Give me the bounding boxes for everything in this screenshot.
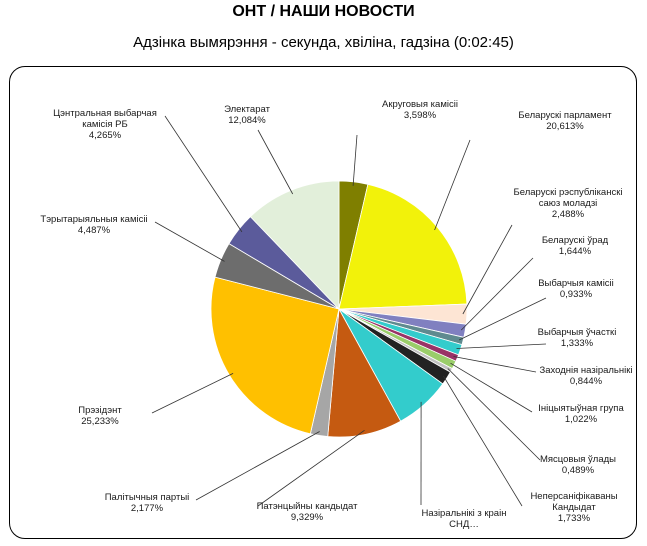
chart-title: ОНТ / НАШИ НОВОСТИ	[232, 3, 415, 20]
leader-line	[448, 369, 540, 461]
slice-label: Мясцовыя ўлады 0,489%	[539, 454, 617, 476]
leader-line	[196, 432, 320, 501]
slice-label: Выбарчыя камісіі 0,933%	[538, 278, 614, 300]
chart-subtitle: Адзінка вымярэння - секунда, хвіліна, гадзіна (0:02:45)	[133, 34, 514, 51]
slice-label: Палітычныя партыі 2,177%	[104, 492, 190, 514]
leader-line	[435, 140, 470, 230]
slice-label: Неперсаніфікаваны Кандыдат 1,733%	[530, 491, 618, 524]
slice-label: Беларускі парламент 20,613%	[518, 110, 612, 132]
slice-label: Назіральнікі з краін СНД…	[421, 508, 507, 530]
leader-line	[258, 130, 293, 194]
leader-line	[155, 222, 225, 261]
leader-line	[443, 376, 522, 506]
leader-line	[451, 363, 533, 412]
slice-label: Цэнтральная выбарчая камісія РБ 4,265%	[53, 108, 157, 141]
leader-line	[457, 344, 547, 349]
leader-line	[463, 225, 512, 314]
slice-label: Тэрытарыяльныя камісіі 4,487%	[40, 214, 148, 236]
leader-line	[454, 357, 537, 373]
slice-label: Беларускі рэспубліканскі саюз моладзі 2,488%	[513, 187, 623, 220]
slice-label: Беларускі ўрад 1,644%	[541, 235, 609, 257]
slice-label: Прэзідэнт 25,233%	[78, 405, 122, 427]
leader-line	[258, 430, 365, 506]
slice-label: Патэнцыйны кандыдат 9,329%	[256, 501, 358, 523]
slice-label: Электарат 12,084%	[224, 104, 270, 126]
leader-line	[165, 116, 242, 232]
leader-line	[353, 135, 357, 186]
leader-line	[152, 373, 233, 413]
slice-label: Акруговыя камісіі 3,598%	[382, 99, 458, 121]
leader-line	[461, 258, 533, 330]
slice-label: Ініцыятыўная група 1,022%	[538, 403, 624, 425]
slice-label: Заходнія назіральнікі 0,844%	[539, 365, 633, 387]
slice-label: Выбарчыя ўчасткі 1,333%	[537, 327, 617, 349]
